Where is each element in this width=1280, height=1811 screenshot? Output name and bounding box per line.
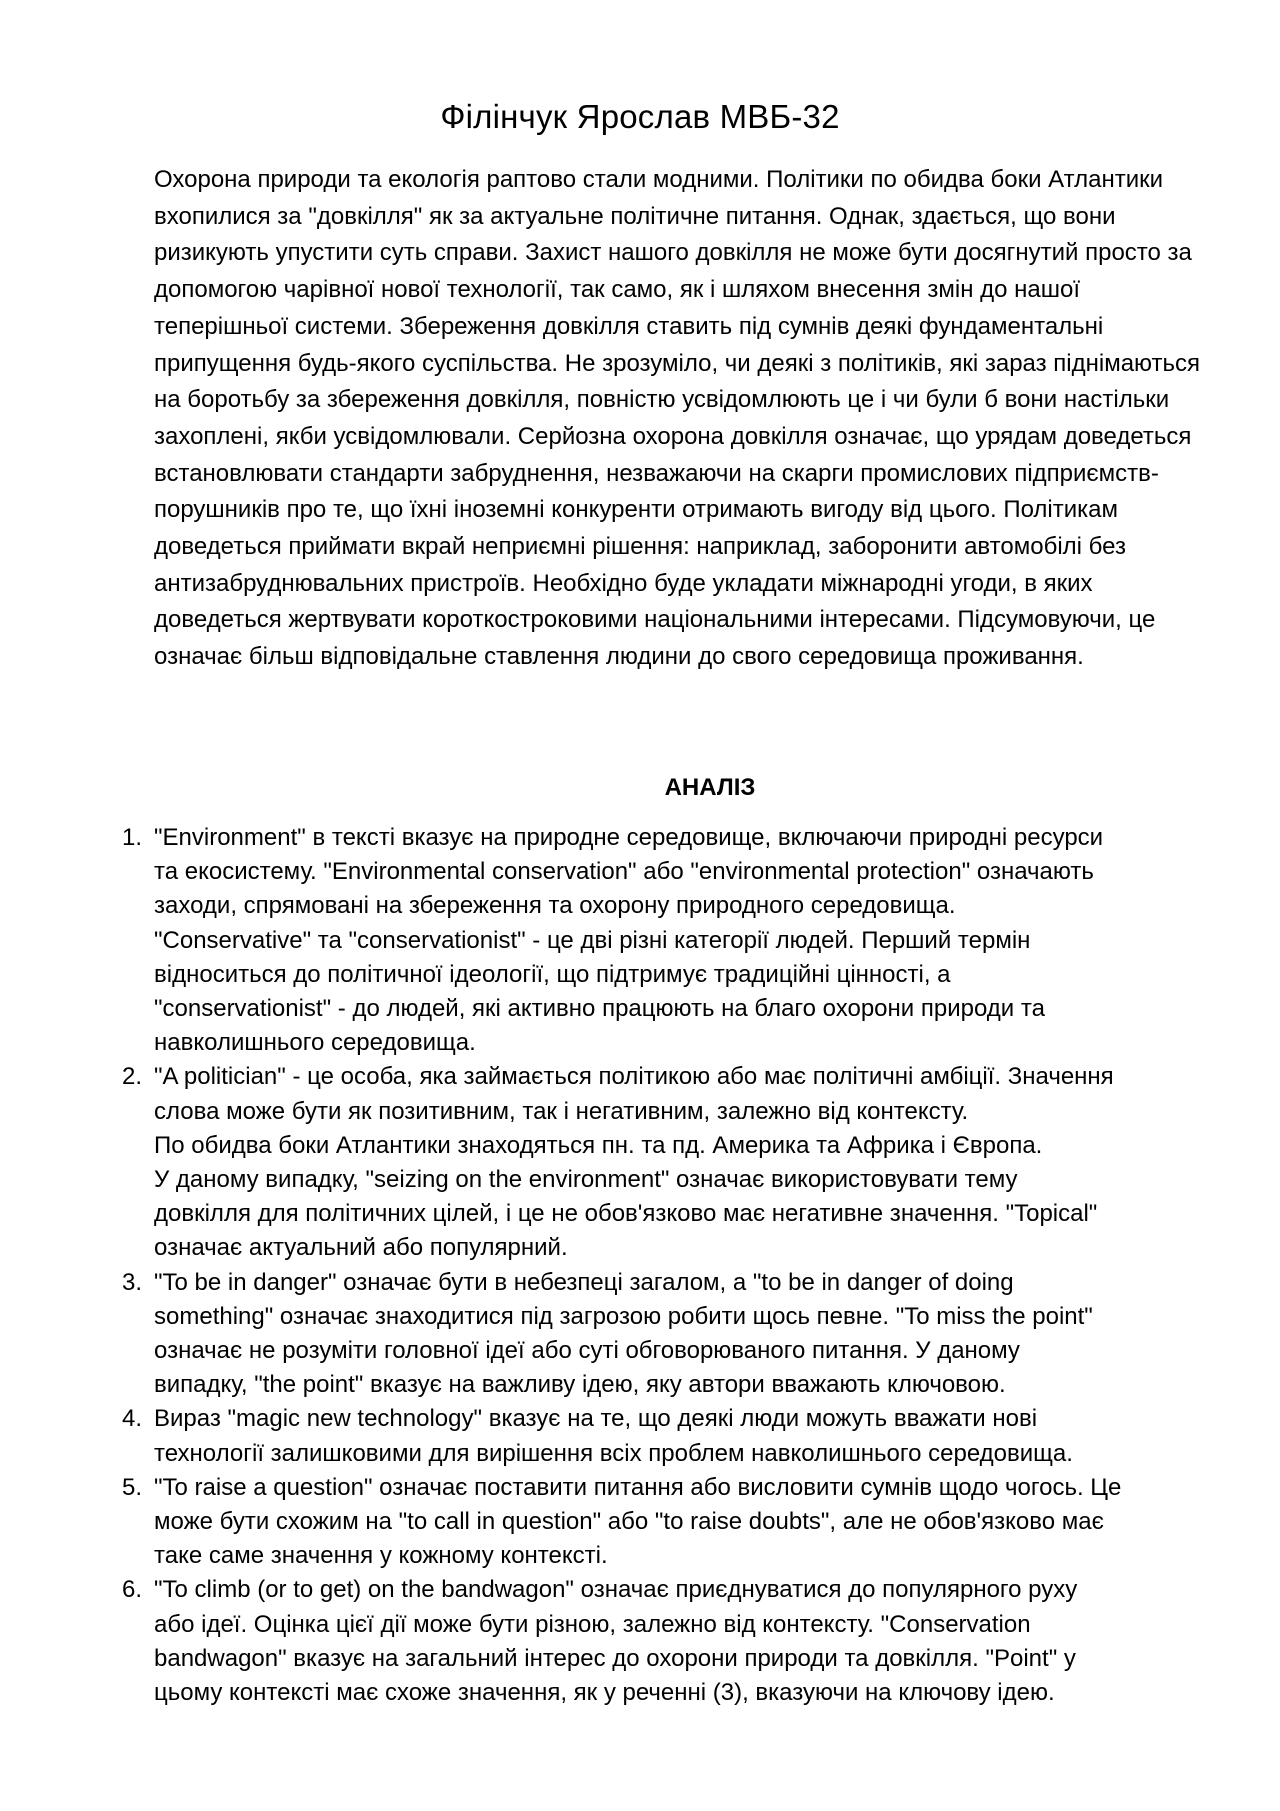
item-line: технології залишковими для вирішення всіх проблем навколишнього середовища.	[154, 1439, 1073, 1467]
item-line: може бути схожим на "to call in question" або "to raise doubts", але не обов'язково має	[154, 1508, 1104, 1536]
item-number: 1.	[121, 824, 142, 851]
analysis-heading: АНАЛІЗ	[664, 774, 756, 801]
analysis-item	[121, 1402, 1206, 1470]
item-number: 3.	[121, 1268, 142, 1296]
item-line: "conservationist" - до людей, які активно працюють на благо охорони природи та	[154, 995, 1045, 1023]
item-line: заходи, спрямовані на збереження та охорону природного середовища.	[154, 892, 956, 920]
item-line: випадку, "the point" вказує на важливу ідею, яку автори вважають ключовою.	[154, 1371, 1006, 1399]
item-line: довкілля для політичних цілей, і це не обов'язково має негативне значення. "Topical"	[154, 1200, 1098, 1228]
item-line: цьому контексті має схоже значення, як у реченні (3), вказуючи на ключову ідею.	[154, 1679, 1055, 1707]
analysis-item	[121, 1060, 1206, 1265]
document-title: Філінчук Ярослав МВБ-32	[440, 98, 840, 135]
item-line: "To climb (or to get) on the bandwagon" означає приєднуватися до популярного руху	[154, 1576, 1078, 1604]
item-line: означає не розуміти головної ідеї або суті обговорюваного питання. У даному	[154, 1337, 1020, 1365]
item-line: навколишнього середовища.	[154, 1029, 476, 1057]
body-paragraph: Охорона природи та екологія раптово стали модними. Політики по обидва боки Атлантики вхопилися за "довкілля" як за актуальне політичне питання. Однак, здається, що вони ризикують упустити суть справи. Захист нашого довкілля не може бути досягнутий просто за допомогою чарівної нової технології, так само, як і шляхом внесення змін до нашої теперішньої системи. Збереження довкілля ставить під сумнів деякі фундаментальні припущення будь-якого суспільства. Не зрозуміло, чи деякі з політиків, які зараз піднімаються на боротьбу за збереження довкілля, повністю усвідомлюють це і чи були б вони настільки захоплені, якби усвідомлювали. Серйозна охорона довкілля означає, що урядам доведеться встановлювати стандарти забруднення, незважаючи на скарги промислових підприємств-порушників про те, що їхні іноземні конкуренти отримають вигоду від цього. Політикам доведеться приймати вкрай неприємні рішення: наприклад, заборонити автомобілі без антизабруднювальних пристроїв. Необхідно буде укладати міжнародні угоди, в яких доведеться жертвувати короткостроковими національними інтересами. Підсумовуючи, це означає більш відповідальне ставлення людини до свого середовища проживання.	[154, 166, 1201, 671]
item-line: bandwagon" вказує на загальний інтерес до охорони природи та довкілля. "Point" у	[154, 1644, 1076, 1672]
item-line: та екосистему. "Environmental conservation" або "environmental protection" означають	[154, 858, 1094, 886]
analysis-item	[121, 1471, 1206, 1574]
item-line: означає актуальний або популярний.	[154, 1234, 568, 1262]
item-line: "Conservative" та "conservationist" - це дві різні категорії людей. Перший термін	[154, 926, 1031, 954]
item-line: відноситься до політичної ідеології, що підтримує традиційні цінності, а	[154, 960, 951, 988]
item-line: Вираз "magic new technology" вказує на те, що деякі люди можуть вважати нові	[154, 1405, 1038, 1433]
item-number: 4.	[121, 1405, 142, 1433]
item-line: "A politician" - це особа, яка займається політикою або має політичні амбіції. Значення	[154, 1063, 1114, 1091]
item-line: або ідеї. Оцінка цієї дії може бути різною, залежно від контексту. "Conservation	[154, 1610, 1031, 1638]
item-line: "To raise a question" означає поставити питання або висловити сумнів щодо чогось. Це	[154, 1473, 1122, 1501]
item-line: something" означає знаходитися під загрозою робити щось певне. "To miss the point"	[154, 1302, 1093, 1330]
item-number: 6.	[121, 1576, 142, 1604]
analysis-item	[121, 821, 1206, 1060]
item-line: "Environment" в тексті вказує на природне середовище, включаючи природні ресурси	[154, 824, 1104, 851]
item-line: "To be in danger" означає бути в небезпеці загалом, а "to be in danger of doing	[154, 1268, 1014, 1296]
item-number: 2.	[121, 1063, 142, 1091]
item-line: У даному випадку, "seizing on the environment" означає використовувати тему	[154, 1166, 1018, 1194]
item-line: слова може бути як позитивним, так і негативним, залежно від контексту.	[154, 1097, 969, 1125]
analysis-item	[121, 1266, 1206, 1403]
item-line: По обидва боки Атлантики знаходяться пн. та пд. Америка та Африка і Європа.	[154, 1131, 1043, 1159]
item-line: таке саме значення у кожному контексті.	[154, 1542, 608, 1570]
analysis-item	[121, 1573, 1206, 1710]
item-number: 5.	[121, 1473, 142, 1501]
analysis-list	[121, 821, 1206, 1710]
